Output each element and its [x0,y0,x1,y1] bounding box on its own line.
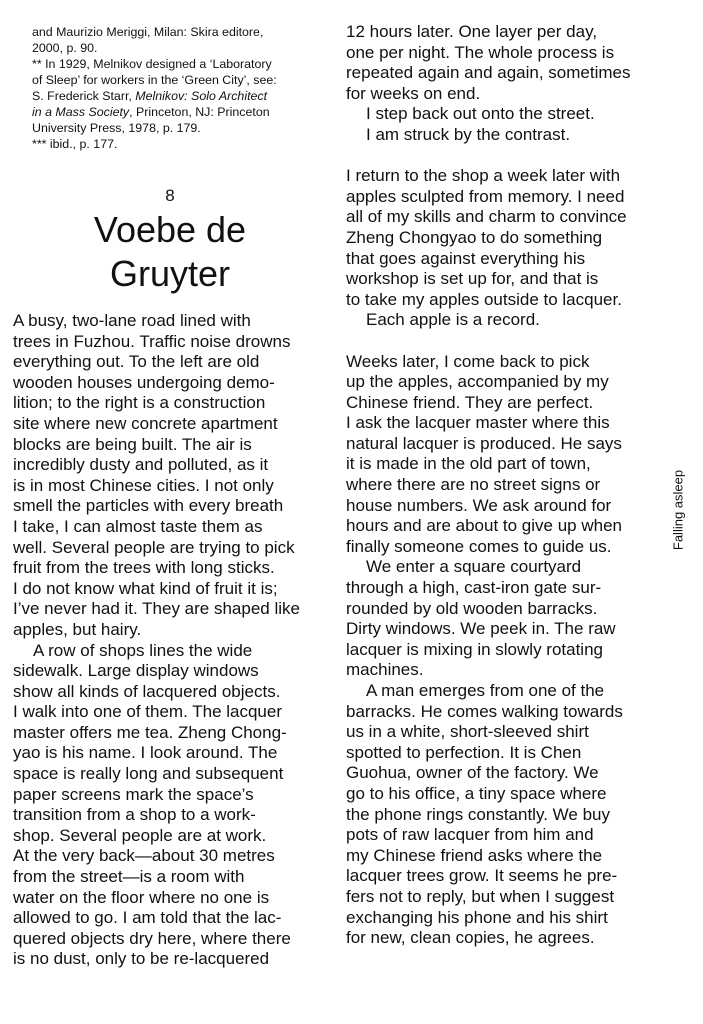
text-line: paper screens mark the space’s [13,784,254,804]
text-line: wooden houses undergoing demo- [13,372,275,392]
text-line: water on the floor where no one is [13,887,270,907]
text-line: the phone rings constantly. We buy [346,804,610,824]
footnote-text: S. Frederick Starr, [32,89,136,103]
footnote-line: University Press, 1978, p. 179. [32,121,201,135]
text-line: I take, I can almost taste them as [13,516,263,536]
text-line: everything out. To the left are old [13,352,260,372]
right-column-text [346,22,661,949]
text-line: where there are no street signs or [346,475,601,495]
text-line: I’ve never had it. They are shaped like [13,599,300,619]
text-line: Zheng Chongyao to do something [346,227,603,247]
text-line: shop. Several people are at work. [13,825,267,845]
text-line: hours and are about to give up when [346,516,622,536]
text-line: Guohua, owner of the factory. We [346,763,599,783]
running-head [668,460,688,560]
chapter-title-line: Voebe de [93,209,247,250]
text-line: Each apple is a record. [366,310,540,330]
text-line: Weeks later, I come back to pick [346,351,590,371]
footnote-line: 2000, p. 90. [32,41,98,55]
text-line: I am struck by the contrast. [366,124,571,144]
text-line: lacquer trees grow. It seems he pre- [346,866,618,886]
text-line: workshop is set up for, and that is [346,269,599,289]
text-line: site where new concrete apartment [13,413,278,433]
footnote-italic-title: in a Mass Society [32,105,130,119]
text-line: machines. [346,660,424,680]
text-line: space is really long and subsequent [13,764,284,784]
text-line: barracks. He comes walking towards [346,701,623,721]
footnote-line [32,88,322,104]
text-line: repeated again and again, sometimes [346,63,631,83]
text-line: A man emerges from one of the [366,681,605,700]
chapter-number: 8 [165,186,175,205]
text-line: A row of shops lines the wide [33,640,253,660]
text-line: one per night. The whole process is [346,42,615,62]
footnote-line: and Maurizio Meriggi, Milan: Skira editore, [32,25,264,39]
text-line: apples, but hairy. [13,619,142,639]
paragraph-break [346,146,661,167]
footnote-line: ** In 1929, Melnikov designed a ‘Laboratory [32,57,272,71]
text-line: apples sculpted from memory. I need [346,186,625,206]
text-line: exchanging his phone and his shirt [346,907,608,927]
text-line: I step back out onto the street. [366,104,595,124]
footnotes [32,24,322,152]
text-line: quered objects dry here, where there [13,928,291,948]
footnote-line [32,104,322,120]
text-line: yao is his name. I look around. The [13,743,278,763]
text-line: blocks are being built. The air is [13,434,252,454]
text-line: to take my apples outside to lacquer. [346,289,622,309]
text-line: master offers me tea. Zheng Chong- [13,722,287,742]
text-line: go to his office, a tiny space where [346,783,607,803]
text-line: pots of raw lacquer from him and [346,825,594,845]
text-line: well. Several people are trying to pick [13,537,295,557]
text-line: is in most Chinese cities. I not only [13,475,274,495]
text-line: lacquer is mixing in slowly rotating [346,639,603,659]
text-line: that goes against everything his [346,248,586,268]
text-line: sidewalk. Large display windows [13,661,259,681]
text-line: for weeks on end. [346,83,481,103]
text-line: transition from a shop to a work- [13,805,256,825]
text-line: I return to the shop a week later with [346,166,621,186]
paragraph-break [346,331,661,352]
text-line: all of my skills and charm to convince [346,207,627,227]
text-line: through a high, cast-iron gate sur- [346,578,602,598]
text-line: for new, clean copies, he agrees. [346,928,595,948]
footnote-text: , Princeton, NJ: Princeton [129,105,270,119]
text-line: finally someone comes to guide us. [346,536,612,556]
text-line: fers not to reply, but when I suggest [346,886,615,906]
text-line: A busy, two-lane road lined with [13,311,251,330]
text-line: allowed to go. I am told that the lac- [13,908,282,928]
chapter-title [13,208,327,296]
text-line: up the apples, accompanied by my [346,372,609,392]
text-line: Chinese friend. They are perfect. [346,392,594,412]
running-head-label: Falling asleep [670,469,686,551]
text-line: show all kinds of lacquered objects. [13,681,281,701]
text-line: Dirty windows. We peek in. The raw [346,619,616,639]
footnote-line: of Sleep’ for workers in the ‘Green City’, see: [32,73,277,87]
text-line: I ask the lacquer master where this [346,413,610,433]
text-line: At the very back—about 30 metres [13,846,275,866]
text-line: fruit from the trees with long sticks. [13,558,275,578]
left-column-text [13,311,331,970]
text-line: smell the particles with every breath [13,496,284,516]
text-line: house numbers. We ask around for [346,495,612,515]
text-line: We enter a square courtyard [366,557,582,577]
text-line: my Chinese friend asks where the [346,845,603,865]
footnote-line: *** ibid., p. 177. [32,137,118,151]
text-line: trees in Fuzhou. Traffic noise drowns [13,331,291,351]
text-line: 12 hours later. One layer per day, [346,22,598,41]
text-line: is no dust, only to be re-lacquered [13,949,270,969]
text-line: it is made in the old part of town, [346,454,591,474]
text-line: I walk into one of them. The lacquer [13,702,283,722]
text-line: us in a white, short-sleeved shirt [346,722,589,742]
chapter-title-line: Gruyter [109,253,231,294]
text-line: natural lacquer is produced. He says [346,433,622,453]
text-line: incredibly dusty and polluted, as it [13,455,269,475]
text-line: spotted to perfection. It is Chen [346,742,582,762]
text-line: lition; to the right is a construction [13,393,266,413]
footnote-italic-title: Melnikov: Solo Architect [135,89,268,103]
text-line: rounded by old wooden barracks. [346,598,598,618]
text-line: from the street—is a room with [13,867,245,887]
text-line: I do not know what kind of fruit it is; [13,578,278,598]
